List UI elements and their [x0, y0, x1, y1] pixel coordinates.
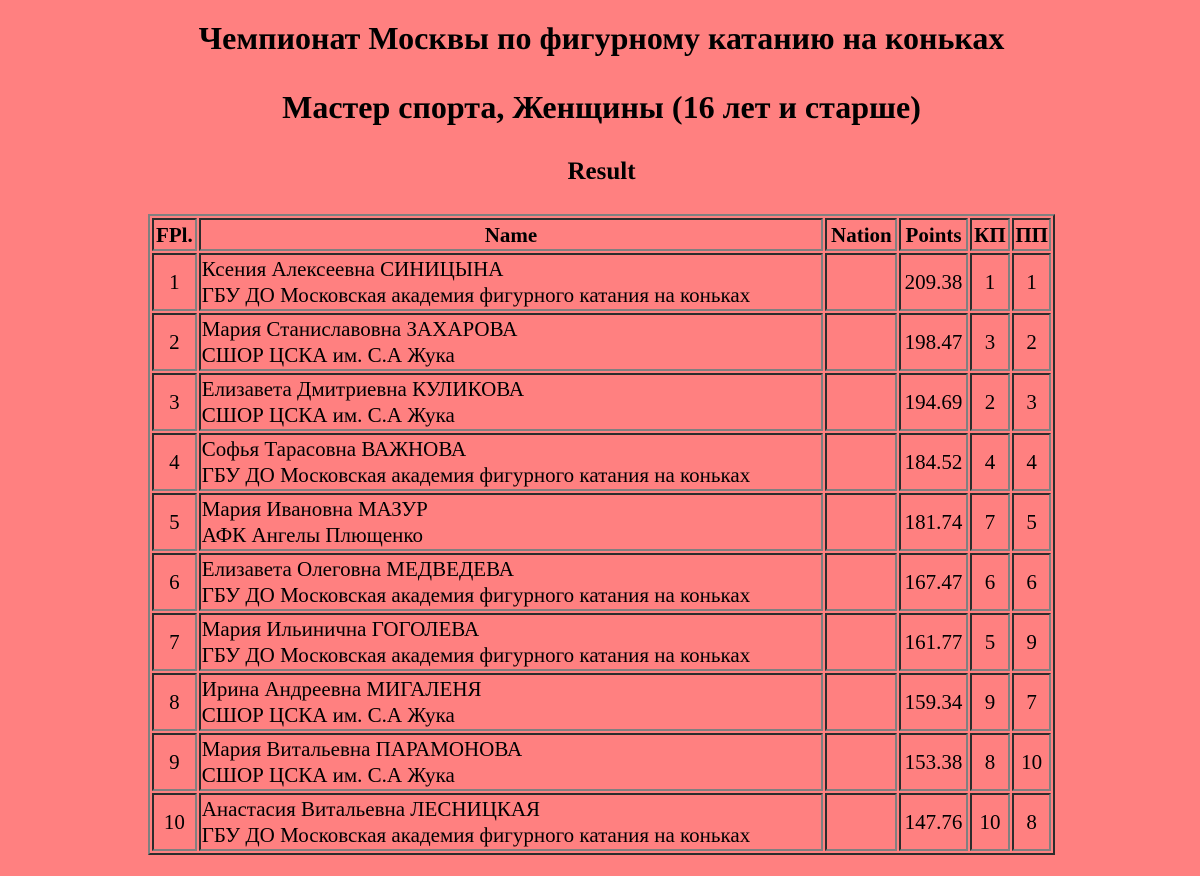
place-cell: 7 — [152, 613, 197, 671]
skater-club: СШОР ЦСКА им. С.А Жука — [201, 703, 455, 727]
table-row — [152, 793, 1051, 851]
pp-cell: 1 — [1012, 253, 1051, 311]
column-header-pp: ПП — [1012, 218, 1051, 251]
page-title: Чемпионат Москвы по фигурному катанию на коньках — [198, 20, 1005, 56]
results-table — [148, 214, 1055, 855]
kp-cell: 9 — [970, 673, 1011, 731]
points-cell: 181.74 — [899, 493, 967, 551]
table-row — [152, 733, 1051, 791]
skater-name: Мария Ивановна МАЗУР — [201, 497, 428, 521]
skater-club: ГБУ ДО Московская академия фигурного катания на коньках — [201, 823, 751, 847]
skater-cell — [199, 793, 824, 851]
place-cell: 6 — [152, 553, 197, 611]
skater-name: Елизавета Дмитриевна КУЛИКОВА — [201, 377, 525, 401]
nation-cell — [825, 613, 897, 671]
nation-cell — [825, 313, 897, 371]
place-cell: 2 — [152, 313, 197, 371]
place-cell: 8 — [152, 673, 197, 731]
column-header-place: FPl. — [152, 218, 197, 251]
points-cell: 147.76 — [899, 793, 967, 851]
skater-name: Мария Витальевна ПАРАМОНОВА — [201, 737, 523, 761]
nation-cell — [825, 433, 897, 491]
skater-cell — [199, 433, 824, 491]
skater-name: Ирина Андреевна МИГАЛЕНЯ — [201, 677, 482, 701]
skater-cell — [199, 673, 824, 731]
place-cell: 5 — [152, 493, 197, 551]
table-row — [152, 673, 1051, 731]
skater-club: ГБУ ДО Московская академия фигурного катания на коньках — [201, 283, 751, 307]
nation-cell — [825, 793, 897, 851]
skater-name: Елизавета Олеговна МЕДВЕДЕВА — [201, 557, 514, 581]
skater-cell — [199, 493, 824, 551]
pp-cell: 5 — [1012, 493, 1051, 551]
table-row — [152, 253, 1051, 311]
points-cell: 161.77 — [899, 613, 967, 671]
pp-cell: 8 — [1012, 793, 1051, 851]
column-header-points: Points — [899, 218, 967, 251]
kp-cell: 7 — [970, 493, 1011, 551]
points-cell: 198.47 — [899, 313, 967, 371]
kp-cell: 1 — [970, 253, 1011, 311]
points-cell: 209.38 — [899, 253, 967, 311]
kp-cell: 6 — [970, 553, 1011, 611]
kp-cell: 4 — [970, 433, 1011, 491]
nation-cell — [825, 553, 897, 611]
category-title: Мастер спорта, Женщины (16 лет и старше) — [282, 89, 921, 125]
place-cell: 9 — [152, 733, 197, 791]
table-row — [152, 433, 1051, 491]
section-heading: Result — [567, 158, 636, 185]
pp-cell: 4 — [1012, 433, 1051, 491]
skater-club: ГБУ ДО Московская академия фигурного катания на коньках — [201, 643, 751, 667]
table-row — [152, 613, 1051, 671]
nation-cell — [825, 373, 897, 431]
skater-club: СШОР ЦСКА им. С.А Жука — [201, 403, 455, 427]
pp-cell: 3 — [1012, 373, 1051, 431]
skater-name: Софья Тарасовна ВАЖНОВА — [201, 437, 467, 461]
points-cell: 194.69 — [899, 373, 967, 431]
pp-cell: 7 — [1012, 673, 1051, 731]
kp-cell: 5 — [970, 613, 1011, 671]
table-row — [152, 313, 1051, 371]
nation-cell — [825, 253, 897, 311]
skater-club: СШОР ЦСКА им. С.А Жука — [201, 763, 455, 787]
skater-cell — [199, 733, 824, 791]
skater-name: Ксения Алексеевна СИНИЦЫНА — [201, 257, 504, 281]
kp-cell: 3 — [970, 313, 1011, 371]
skater-club: ГБУ ДО Московская академия фигурного катания на коньках — [201, 463, 751, 487]
table-row — [152, 493, 1051, 551]
skater-cell — [199, 373, 824, 431]
column-header-nation: Nation — [825, 218, 897, 251]
nation-cell — [825, 733, 897, 791]
skater-name: Анастасия Витальевна ЛЕСНИЦКАЯ — [201, 797, 541, 821]
skater-cell — [199, 313, 824, 371]
table-row — [152, 373, 1051, 431]
points-cell: 159.34 — [899, 673, 967, 731]
skater-club: СШОР ЦСКА им. С.А Жука — [201, 343, 455, 367]
pp-cell: 10 — [1012, 733, 1051, 791]
pp-cell: 6 — [1012, 553, 1051, 611]
points-cell: 184.52 — [899, 433, 967, 491]
table-header-row — [152, 218, 1051, 251]
column-header-kp: КП — [970, 218, 1011, 251]
skater-cell — [199, 253, 824, 311]
table-row — [152, 553, 1051, 611]
place-cell: 1 — [152, 253, 197, 311]
place-cell: 10 — [152, 793, 197, 851]
kp-cell: 2 — [970, 373, 1011, 431]
skater-club: АФК Ангелы Плющенко — [201, 523, 424, 547]
skater-name: Мария Ильинична ГОГОЛЕВА — [201, 617, 480, 641]
place-cell: 3 — [152, 373, 197, 431]
kp-cell: 10 — [970, 793, 1011, 851]
points-cell: 153.38 — [899, 733, 967, 791]
place-cell: 4 — [152, 433, 197, 491]
kp-cell: 8 — [970, 733, 1011, 791]
pp-cell: 2 — [1012, 313, 1051, 371]
nation-cell — [825, 493, 897, 551]
pp-cell: 9 — [1012, 613, 1051, 671]
column-header-name: Name — [199, 218, 824, 251]
skater-club: ГБУ ДО Московская академия фигурного катания на коньках — [201, 583, 751, 607]
nation-cell — [825, 673, 897, 731]
skater-name: Мария Станиславовна ЗАХАРОВА — [201, 317, 518, 341]
skater-cell — [199, 613, 824, 671]
skater-cell — [199, 553, 824, 611]
points-cell: 167.47 — [899, 553, 967, 611]
